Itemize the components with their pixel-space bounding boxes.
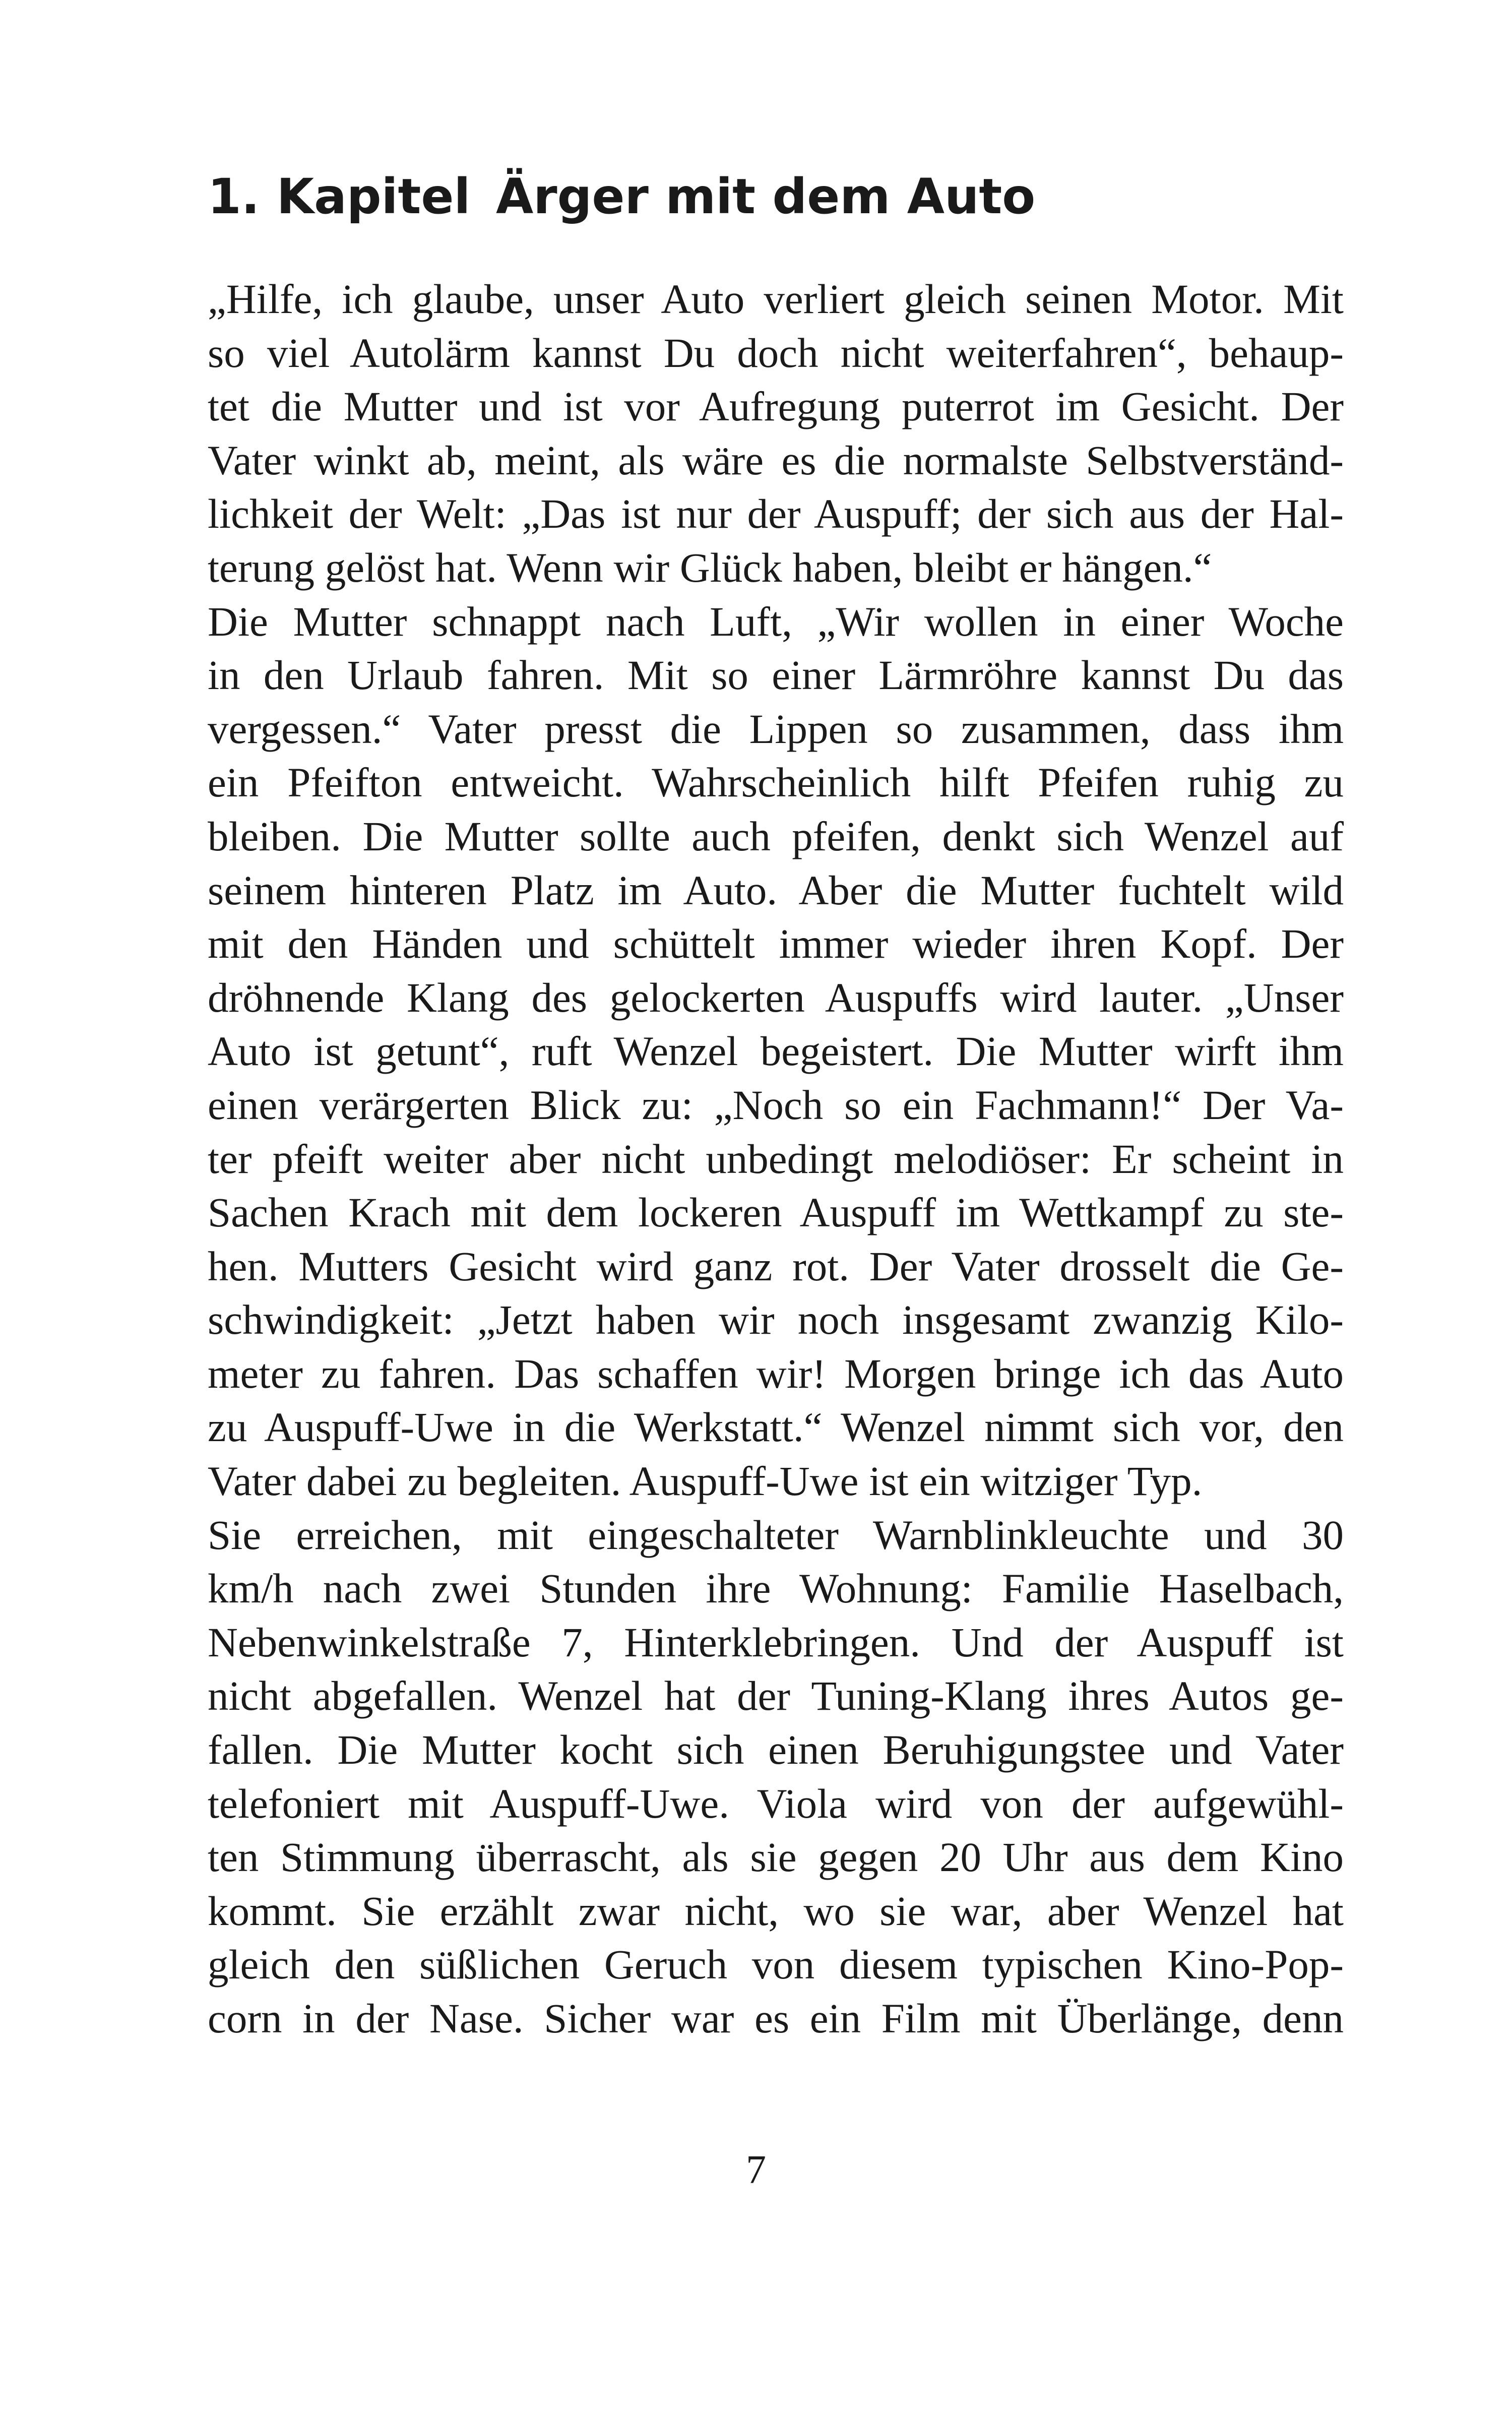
text-line: corn in der Nase. Sicher war es ein Film mit Überlänge, denn xyxy=(208,1995,1344,2041)
text-line: Sachen Krach mit dem lockeren Auspuff im Wettkampf zu ste- xyxy=(208,1189,1344,1236)
text-line: einen verärgerten Blick zu: „Noch so ein Fachmann!“ Der Va- xyxy=(208,1081,1344,1128)
text-line: tet die Mutter und ist vor Aufregung puterrot im Gesicht. Der xyxy=(208,383,1344,430)
text-line: gleich den süßlichen Geruch von diesem typischen Kino-Pop- xyxy=(208,1941,1344,1988)
text-line: telefoniert mit Auspuff-Uwe. Viola wird von der aufgewühl- xyxy=(208,1780,1344,1827)
text-line: zu Auspuff-Uwe in die Werkstatt.“ Wenzel nimmt sich vor, den xyxy=(208,1404,1344,1451)
text-line: km/h nach zwei Stunden ihre Wohnung: Familie Haselbach, xyxy=(208,1565,1344,1612)
text-line: fallen. Die Mutter kocht sich einen Beruhigungstee und Vater xyxy=(208,1726,1344,1773)
text-line: ter pfeift weiter aber nicht unbedingt melodiöser: Er scheint in xyxy=(208,1135,1344,1182)
text-line: ten Stimmung überrascht, als sie gegen 20 Uhr aus dem Kino xyxy=(208,1834,1344,1881)
text-line: terung gelöst hat. Wenn wir Glück haben, bleibt er hängen.“ xyxy=(208,544,1212,591)
chapter-number: 1. Kapitel xyxy=(208,168,471,225)
text-line: Die Mutter schnappt nach Luft, „Wir wollen in einer Woche xyxy=(208,598,1344,645)
text-line: vergessen.“ Vater presst die Lippen so zusammen, dass ihm xyxy=(208,705,1344,752)
text-line: mit den Händen und schüttelt immer wieder ihren Kopf. Der xyxy=(208,920,1344,967)
text-line: „Hilfe, ich glaube, unser Auto verliert gleich seinen Motor. Mit xyxy=(208,276,1344,322)
text-line: lichkeit der Welt: „Das ist nur der Auspuff; der sich aus der Hal- xyxy=(208,490,1344,537)
text-line: hen. Mutters Gesicht wird ganz rot. Der Vater drosselt die Ge- xyxy=(208,1243,1344,1289)
text-line: Vater dabei zu begleiten. Auspuff-Uwe ist ein witziger Typ. xyxy=(208,1458,1203,1505)
text-line: nicht abgefallen. Wenzel hat der Tuning-Klang ihres Autos ge- xyxy=(208,1672,1344,1719)
text-line: Auto ist getunt“, ruft Wenzel begeistert. Die Mutter wirft ihm xyxy=(208,1028,1344,1075)
text-line: so viel Autolärm kannst Du doch nicht weiterfahren“, behaup- xyxy=(208,329,1344,376)
text-line: Sie erreichen, mit eingeschalteter Warnblinkleuchte und 30 xyxy=(208,1511,1344,1558)
page-number: 7 xyxy=(746,2148,766,2192)
text-line: seinem hinteren Platz im Auto. Aber die Mutter fuchtelt wild xyxy=(208,866,1344,913)
text-line: Nebenwinkelstraße 7, Hinterklebringen. Und der Auspuff ist xyxy=(208,1619,1344,1665)
text-line: in den Urlaub fahren. Mit so einer Lärmröhre kannst Du das xyxy=(208,652,1344,699)
body-text xyxy=(208,272,1344,2046)
text-line: schwindigkeit: „Jetzt haben wir noch insgesamt zwanzig Kilo- xyxy=(208,1296,1344,1343)
text-line: bleiben. Die Mutter sollte auch pfeifen, denkt sich Wenzel auf xyxy=(208,813,1344,859)
text-line: meter zu fahren. Das schaffen wir! Morgen bringe ich das Auto xyxy=(208,1350,1344,1397)
text-line: dröhnende Klang des gelockerten Auspuffs wird lauter. „Unser xyxy=(208,974,1344,1021)
chapter-heading xyxy=(208,166,1035,227)
text-line: Vater winkt ab, meint, als wäre es die normalste Selbstverständ- xyxy=(208,437,1344,483)
text-line: kommt. Sie erzählt zwar nicht, wo sie war, aber Wenzel hat xyxy=(208,1887,1344,1934)
chapter-title: Ärger mit dem Auto xyxy=(496,168,1036,225)
text-line: ein Pfeifton entweicht. Wahrscheinlich hilft Pfeifen ruhig zu xyxy=(208,759,1344,806)
